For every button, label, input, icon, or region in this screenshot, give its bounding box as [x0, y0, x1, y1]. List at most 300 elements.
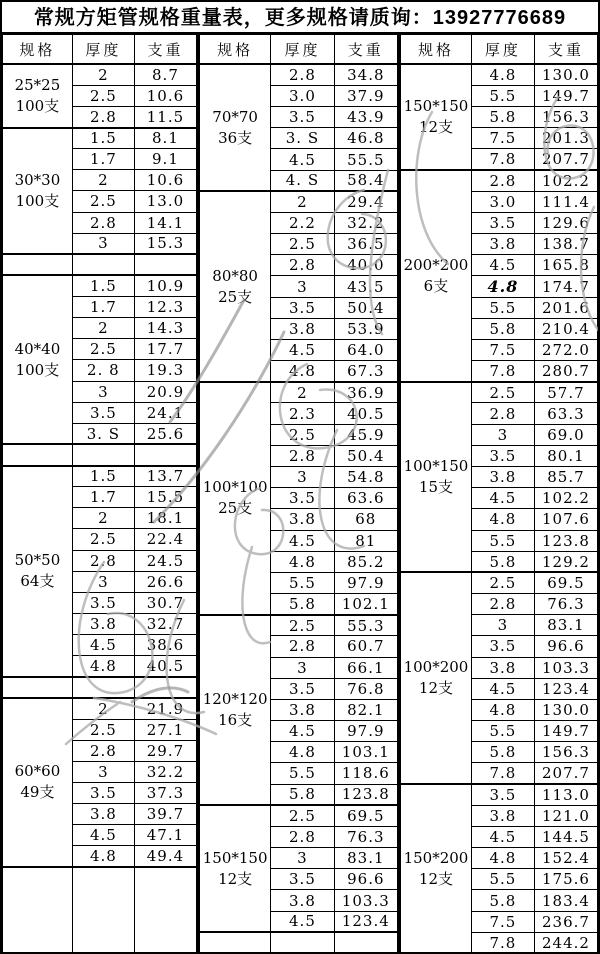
weight-cell: 60.7 [334, 636, 397, 657]
thickness-cell: 3.5 [72, 782, 134, 803]
weight-cell: 83.1 [534, 615, 597, 636]
weight-cell: 12.3 [134, 297, 196, 318]
weight-cell: 32.2 [134, 761, 196, 782]
weight-cell: 201.3 [534, 128, 597, 149]
weight-cell: 15.3 [134, 233, 196, 254]
col-header-thickness: 厚度 [271, 35, 334, 65]
spec-size: 100*100 [202, 478, 268, 497]
thickness-cell: 2 [271, 191, 334, 212]
weight-cell: 18.1 [134, 508, 196, 529]
weight-cell: 25.6 [134, 423, 196, 444]
weight-cell: 149.7 [534, 85, 597, 106]
table-group-1 [2, 34, 197, 954]
spec-table [2, 34, 197, 954]
table-row [200, 191, 398, 212]
col-header-thickness: 厚度 [72, 35, 134, 65]
weight-cell: 29.7 [134, 740, 196, 761]
table-row [3, 128, 197, 149]
thickness-cell: 2.8 [72, 550, 134, 571]
table-row [401, 572, 598, 593]
thickness-cell: 3.5 [271, 869, 334, 890]
weight-cell: 37.9 [334, 85, 397, 106]
thickness-cell: 2.5 [271, 615, 334, 636]
table-row [401, 64, 598, 85]
weight-cell: 40.5 [334, 403, 397, 424]
weight-cell: 130.0 [534, 64, 597, 85]
thickness-cell: 7.8 [471, 763, 534, 784]
weight-cell: 8.7 [134, 64, 196, 85]
table-row [3, 677, 197, 698]
weight-cell: 14.3 [134, 318, 196, 339]
thickness-cell: 4.5 [271, 339, 334, 360]
thickness-cell: 1.7 [72, 297, 134, 318]
thickness-cell: 7.8 [471, 361, 534, 382]
weight-cell: 26.6 [134, 571, 196, 592]
col-header-weight: 支重 [134, 35, 196, 65]
weight-cell: 63.6 [334, 488, 397, 509]
weight-cell: 103.1 [334, 742, 397, 763]
thickness-cell: 3.5 [271, 297, 334, 318]
weight-cell: 37.3 [134, 782, 196, 803]
spec-cell [3, 444, 73, 465]
spec-count: 16支 [218, 710, 253, 729]
table-row [3, 64, 197, 85]
thickness-cell: 2.2 [271, 212, 334, 233]
weight-cell: 13.0 [134, 191, 196, 212]
weight-cell: 10.6 [134, 85, 196, 106]
table-groups [2, 34, 598, 954]
weight-cell: 40.5 [134, 656, 196, 677]
thickness-cell: 4.8 [471, 848, 534, 869]
thickness-cell: 2.5 [72, 85, 134, 106]
thickness-cell: 3.5 [271, 107, 334, 128]
thickness-cell: 4. S [271, 170, 334, 191]
thickness-cell: 3.8 [471, 805, 534, 826]
table-row [3, 254, 197, 275]
spec-count: 100支 [15, 191, 60, 210]
weight-cell: 10.9 [134, 275, 196, 296]
weight-cell: 17.7 [134, 339, 196, 360]
thickness-cell: 2 [72, 698, 134, 719]
thickness-cell: 7.8 [471, 149, 534, 170]
weight-cell: 107.6 [534, 509, 597, 530]
table-group-2 [197, 34, 398, 954]
thickness-cell: 4.8 [471, 276, 534, 297]
spec-count: 12支 [218, 869, 253, 888]
weight-cell: 149.7 [534, 721, 597, 742]
thickness-cell: 3.5 [471, 445, 534, 466]
spec-cell [3, 466, 73, 677]
thickness-cell: 4.5 [471, 826, 534, 847]
thickness-cell: 7.5 [471, 911, 534, 932]
spec-cell [401, 784, 472, 953]
weight-cell: 22.4 [134, 529, 196, 550]
thickness-cell: 2 [271, 382, 334, 403]
weight-cell: 29.4 [334, 191, 397, 212]
weight-cell: 21.9 [134, 698, 196, 719]
thickness-cell: 3 [271, 467, 334, 488]
thickness-cell: 2 [72, 170, 134, 191]
spec-cell [200, 932, 271, 953]
thickness-cell: 3.5 [471, 784, 534, 805]
weight-cell [134, 444, 196, 465]
thickness-cell: 5.5 [471, 85, 534, 106]
table-row [200, 64, 398, 85]
weight-cell [134, 677, 196, 698]
col-header-spec: 规格 [3, 35, 73, 65]
thickness-cell: 1.5 [72, 466, 134, 487]
col-header-weight: 支重 [534, 35, 597, 65]
spec-cell [401, 382, 472, 573]
thickness-cell: 2.5 [271, 805, 334, 826]
thickness-cell: 4.5 [271, 911, 334, 932]
thickness-cell: 5.8 [471, 890, 534, 911]
weight-cell: 55.5 [334, 149, 397, 170]
thickness-cell: 3.5 [471, 212, 534, 233]
thickness-cell: 3 [72, 381, 134, 402]
thickness-cell: 2.8 [471, 403, 534, 424]
spec-cell [200, 64, 271, 191]
weight-cell: 152.4 [534, 848, 597, 869]
thickness-cell: 5.8 [471, 551, 534, 572]
weight-cell: 81 [334, 530, 397, 551]
weight-cell: 19.3 [134, 360, 196, 381]
table-row [3, 275, 197, 296]
weight-cell [134, 254, 196, 275]
spec-size: 50*50 [14, 551, 61, 570]
table-row [200, 382, 398, 403]
spec-count: 12支 [418, 118, 453, 137]
weight-cell: 129.2 [534, 551, 597, 572]
thickness-cell: 2.5 [72, 529, 134, 550]
weight-cell: 76.8 [334, 678, 397, 699]
thickness-cell: 3.8 [471, 467, 534, 488]
spec-count: 12支 [418, 679, 453, 698]
weight-cell: 123.4 [534, 678, 597, 699]
thickness-cell: 2.5 [271, 424, 334, 445]
weight-cell: 69.0 [534, 424, 597, 445]
thickness-cell: 5.8 [271, 594, 334, 615]
col-header-thickness: 厚度 [471, 35, 534, 65]
weight-cell: 103.3 [534, 657, 597, 678]
weight-cell: 49.4 [134, 846, 196, 867]
spec-size: 150*150 [202, 848, 268, 867]
weight-cell: 118.6 [334, 763, 397, 784]
thickness-cell: 1.5 [72, 275, 134, 296]
spec-count: 49支 [20, 783, 55, 802]
table-row [3, 698, 197, 719]
thickness-cell: 2.5 [72, 339, 134, 360]
weight-cell: 27.1 [134, 719, 196, 740]
thickness-cell: 3 [271, 848, 334, 869]
weight-cell: 43.5 [334, 276, 397, 297]
thickness-cell: 4.8 [72, 846, 134, 867]
weight-cell: 36.5 [334, 234, 397, 255]
thickness-cell [72, 867, 134, 954]
spec-count: 100支 [15, 360, 60, 379]
thickness-cell: 3.8 [471, 657, 534, 678]
weight-cell: 183.4 [534, 890, 597, 911]
thickness-cell: 3 [72, 761, 134, 782]
thickness-cell: 3. S [271, 128, 334, 149]
thickness-cell: 4.8 [471, 509, 534, 530]
thickness-cell: 5.8 [271, 784, 334, 805]
weight-cell: 32.2 [334, 212, 397, 233]
weight-cell: 97.9 [334, 572, 397, 593]
table-row [200, 615, 398, 636]
thickness-cell: 4.5 [271, 721, 334, 742]
thickness-cell: 3.5 [271, 488, 334, 509]
spec-cell [200, 615, 271, 806]
thickness-cell: 2.8 [271, 445, 334, 466]
weight-cell: 34.8 [334, 64, 397, 85]
weight-cell [334, 932, 397, 953]
weight-cell: 201.6 [534, 297, 597, 318]
thickness-cell: 2.8 [72, 106, 134, 127]
spec-cell [401, 572, 472, 784]
thickness-cell: 4.8 [271, 742, 334, 763]
weight-cell: 53.9 [334, 318, 397, 339]
thickness-cell: 1.7 [72, 149, 134, 170]
thickness-cell: 4.8 [471, 699, 534, 720]
weight-cell: 96.6 [334, 869, 397, 890]
spec-count: 15支 [418, 478, 453, 497]
thickness-cell: 5.8 [471, 318, 534, 339]
thickness-cell: 3.8 [471, 234, 534, 255]
table-row [200, 805, 398, 826]
weight-cell: 54.8 [334, 467, 397, 488]
spec-table [400, 34, 598, 954]
header-row [401, 35, 598, 65]
thickness-cell: 3.8 [72, 613, 134, 634]
weight-cell: 144.5 [534, 826, 597, 847]
weight-cell: 82.1 [334, 699, 397, 720]
spec-count: 36支 [218, 128, 253, 147]
spec-size: 120*120 [202, 689, 268, 708]
thickness-cell: 3 [271, 657, 334, 678]
weight-cell: 40.0 [334, 255, 397, 276]
weight-cell: 57.7 [534, 382, 597, 403]
weight-cell: 280.7 [534, 361, 597, 382]
weight-cell: 207.7 [534, 763, 597, 784]
weight-cell: 123.4 [334, 911, 397, 932]
thickness-cell: 4.8 [271, 551, 334, 572]
thickness-cell: 2.8 [271, 255, 334, 276]
header-row [3, 35, 197, 65]
thickness-cell: 3 [471, 424, 534, 445]
weight-cell: 46.8 [334, 128, 397, 149]
thickness-cell: 4.8 [471, 64, 534, 85]
spec-size: 100*200 [403, 658, 469, 677]
spec-cell [3, 275, 73, 444]
thickness-cell: 4.5 [271, 530, 334, 551]
weight-cell: 45.9 [334, 424, 397, 445]
thickness-cell: 3.8 [72, 804, 134, 825]
thickness-cell: 2.5 [271, 234, 334, 255]
weight-cell: 30.7 [134, 592, 196, 613]
table-row [3, 867, 197, 954]
thickness-cell: 3.5 [471, 636, 534, 657]
thickness-cell: 2 [72, 64, 134, 85]
thickness-cell: 4.8 [271, 361, 334, 382]
spec-count: 12支 [418, 870, 453, 889]
thickness-cell: 2.5 [72, 719, 134, 740]
col-header-weight: 支重 [334, 35, 397, 65]
thickness-cell: 2.8 [72, 212, 134, 233]
weight-cell: 50.4 [334, 445, 397, 466]
thickness-cell: 2. 8 [72, 360, 134, 381]
thickness-cell: 7.5 [471, 128, 534, 149]
weight-cell: 76.3 [534, 594, 597, 615]
thickness-cell: 3.8 [271, 318, 334, 339]
weight-cell: 76.3 [334, 826, 397, 847]
spec-size: 25*25 [14, 75, 61, 94]
weight-cell: 38.6 [134, 635, 196, 656]
weight-cell: 210.4 [534, 318, 597, 339]
weight-cell: 102.2 [534, 488, 597, 509]
thickness-cell: 3.8 [271, 699, 334, 720]
thickness-cell [72, 677, 134, 698]
weight-cell: 244.2 [534, 932, 597, 953]
table-row [200, 932, 398, 953]
spec-count: 64支 [20, 572, 55, 591]
weight-cell: 24.5 [134, 550, 196, 571]
thickness-cell: 5.8 [471, 742, 534, 763]
thickness-cell: 5.5 [271, 572, 334, 593]
thickness-cell: 2 [72, 508, 134, 529]
thickness-cell: 5.5 [471, 721, 534, 742]
thickness-cell: 2.8 [471, 170, 534, 191]
thickness-cell: 4.5 [471, 488, 534, 509]
thickness-cell: 2.8 [72, 740, 134, 761]
thickness-cell: 2.8 [271, 64, 334, 85]
weight-cell: 13.7 [134, 466, 196, 487]
spec-size: 200*200 [403, 255, 469, 274]
weight-cell: 102.1 [334, 594, 397, 615]
thickness-cell: 2.5 [471, 382, 534, 403]
weight-cell: 130.0 [534, 699, 597, 720]
weight-cell: 14.1 [134, 212, 196, 233]
spec-cell [401, 64, 472, 170]
weight-cell: 156.3 [534, 742, 597, 763]
spec-size: 100*150 [403, 457, 469, 476]
weight-cell: 8.1 [134, 128, 196, 149]
weight-cell: 66.1 [334, 657, 397, 678]
table-row [3, 444, 197, 465]
weight-cell: 20.9 [134, 381, 196, 402]
spec-size: 150*150 [403, 97, 469, 116]
weight-cell: 43.9 [334, 107, 397, 128]
spec-size: 60*60 [14, 762, 61, 781]
weight-cell: 138.7 [534, 234, 597, 255]
thickness-cell: 5.5 [471, 530, 534, 551]
weight-cell: 63.3 [534, 403, 597, 424]
weight-cell: 55.3 [334, 615, 397, 636]
weight-cell: 165.8 [534, 255, 597, 276]
thickness-cell: 3.0 [271, 85, 334, 106]
weight-cell: 39.7 [134, 804, 196, 825]
thickness-cell: 3 [72, 233, 134, 254]
thickness-cell: 2.8 [271, 636, 334, 657]
weight-cell: 123.8 [334, 784, 397, 805]
weight-cell: 129.6 [534, 212, 597, 233]
thickness-cell [271, 932, 334, 953]
spec-cell [3, 867, 73, 954]
thickness-cell: 3.0 [471, 191, 534, 212]
weight-cell: 64.0 [334, 339, 397, 360]
col-header-spec: 规格 [200, 35, 271, 65]
weight-cell: 174.7 [534, 276, 597, 297]
table-row [3, 466, 197, 487]
spec-cell [3, 254, 73, 275]
weight-cell: 15.5 [134, 487, 196, 508]
col-header-spec: 规格 [401, 35, 472, 65]
table-row [401, 382, 598, 403]
spec-cell [3, 64, 73, 127]
thickness-cell: 2 [72, 318, 134, 339]
table-row [401, 170, 598, 191]
spec-size: 150*200 [403, 849, 469, 868]
thickness-cell: 4.5 [72, 635, 134, 656]
thickness-cell: 2.8 [271, 826, 334, 847]
thickness-cell: 7.8 [471, 932, 534, 953]
thickness-cell: 4.5 [471, 678, 534, 699]
weight-cell: 9.1 [134, 149, 196, 170]
table-group-3 [398, 34, 598, 954]
thickness-cell: 2.5 [471, 572, 534, 593]
thickness-cell: 3 [271, 276, 334, 297]
thickness-cell: 7.5 [471, 339, 534, 360]
weight-cell: 85.2 [334, 551, 397, 572]
thickness-cell: 3.8 [271, 509, 334, 530]
weight-cell: 121.0 [534, 805, 597, 826]
thickness-cell: 3.5 [72, 402, 134, 423]
spec-count: 100支 [15, 96, 60, 115]
spec-cell [3, 698, 73, 867]
spec-size: 80*80 [212, 266, 258, 285]
thickness-cell: 5.5 [471, 869, 534, 890]
weight-cell: 67.3 [334, 361, 397, 382]
weight-cell: 103.3 [334, 890, 397, 911]
weight-cell: 10.6 [134, 170, 196, 191]
spec-cell [3, 128, 73, 255]
weight-cell: 58.4 [334, 170, 397, 191]
weight-cell: 102.2 [534, 170, 597, 191]
spec-count: 6支 [423, 276, 449, 295]
weight-cell: 85.7 [534, 467, 597, 488]
thickness-cell: 4.8 [72, 656, 134, 677]
thickness-cell [72, 254, 134, 275]
spec-size: 70*70 [212, 107, 258, 126]
weight-cell: 156.3 [534, 107, 597, 128]
spec-cell [200, 382, 271, 615]
thickness-cell: 4.5 [72, 825, 134, 846]
thickness-cell: 4.5 [271, 149, 334, 170]
header-row [200, 35, 398, 65]
page-title: 常规方矩管规格重量表，更多规格请质询：13927776689 [2, 2, 598, 34]
thickness-cell: 5.5 [471, 297, 534, 318]
weight-cell: 32.7 [134, 613, 196, 634]
spec-cell [401, 170, 472, 382]
thickness-cell: 1.5 [72, 128, 134, 149]
thickness-cell: 4.5 [471, 255, 534, 276]
thickness-cell: 5.8 [471, 107, 534, 128]
weight-cell: 11.5 [134, 106, 196, 127]
thickness-cell: 3.5 [72, 592, 134, 613]
weight-cell: 272.0 [534, 339, 597, 360]
spec-table [199, 34, 398, 954]
weight-cell: 96.6 [534, 636, 597, 657]
